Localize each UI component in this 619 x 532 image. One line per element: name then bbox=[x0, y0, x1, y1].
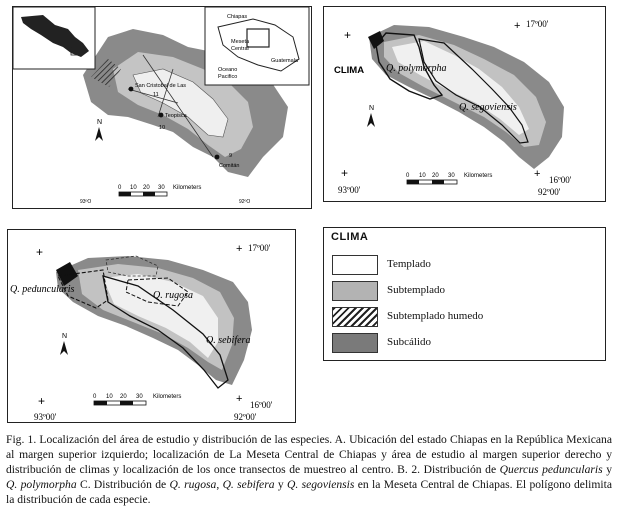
svg-text:30: 30 bbox=[136, 394, 143, 400]
svg-text:93ºO: 93ºO bbox=[80, 199, 92, 205]
figure-caption: Fig. 1. Localización del área de estudio y distribución de las especies. A. Ubicación del estado Chiapas en la República Mexicana al margen superior izquierdo; localización de La Meseta Central de Chiapas y área de estudio al margen superior derecho y distribución de climas y localización de los once transectos de muestreo al centro. B. 2. Distribución de Quercus peduncularis y Q. polymorpha C. Distribución de Q. rugosa, Q. sebifera y Q. segoviensis en la Meseta Central de Chiapas. El polígono delimita la distribución de cada especie. bbox=[6, 433, 613, 506]
map-panel-a bbox=[12, 6, 312, 209]
town-marker-teopisca bbox=[159, 113, 164, 118]
species-label: Q. polymorpha bbox=[386, 63, 447, 74]
north-label: N bbox=[97, 119, 103, 126]
svg-text:Kilometers: Kilometers bbox=[464, 173, 493, 179]
map-panel-c bbox=[7, 229, 296, 423]
town-marker-comitan bbox=[215, 155, 220, 160]
svg-text:93º00': 93º00' bbox=[338, 185, 361, 195]
lon-cross-left: + bbox=[344, 28, 352, 42]
north-arrow-icon bbox=[95, 127, 103, 141]
svg-text:17º00': 17º00' bbox=[248, 243, 271, 253]
legend-swatch bbox=[332, 255, 378, 275]
map-c-graphic bbox=[8, 230, 294, 421]
svg-text:10: 10 bbox=[419, 173, 426, 179]
lat-cross-bottom: + bbox=[236, 393, 243, 405]
svg-text:11: 11 bbox=[153, 92, 159, 98]
legend-label: Subtemplado bbox=[387, 284, 446, 296]
legend-item-subcalido bbox=[332, 333, 592, 354]
legend-item-subtemplado bbox=[332, 281, 592, 302]
svg-text:10: 10 bbox=[130, 185, 137, 191]
svg-text:Guatemala: Guatemala bbox=[271, 58, 298, 64]
map-a-graphic bbox=[13, 7, 310, 207]
species-label: Q. sebifera bbox=[206, 335, 251, 346]
north-label: N bbox=[369, 105, 375, 112]
svg-text:93º00': 93º00' bbox=[34, 412, 57, 421]
lat-cross-top: + bbox=[236, 243, 243, 255]
svg-text:Kilometers: Kilometers bbox=[153, 394, 182, 400]
svg-text:30: 30 bbox=[158, 185, 165, 191]
svg-text:Chiapas: Chiapas bbox=[227, 14, 248, 20]
scale-bar bbox=[406, 173, 492, 184]
svg-text:Central: Central bbox=[231, 46, 249, 52]
svg-text:Pacifico: Pacifico bbox=[218, 74, 238, 80]
lat-cross-top: + bbox=[514, 20, 521, 32]
species-label: Q. segoviensis bbox=[459, 102, 517, 113]
svg-text:10: 10 bbox=[106, 394, 113, 400]
svg-text:16º00': 16º00' bbox=[549, 175, 572, 185]
svg-text:17º00': 17º00' bbox=[526, 19, 549, 29]
svg-text:Kilometers: Kilometers bbox=[173, 185, 202, 191]
climate-legend bbox=[323, 227, 606, 361]
lon-cross-left: + bbox=[36, 245, 44, 259]
svg-text:92ºO: 92ºO bbox=[239, 199, 251, 205]
species-label: Q. rugosa bbox=[153, 290, 194, 301]
svg-text:16º00': 16º00' bbox=[250, 400, 273, 410]
lon-cross-bottom: + bbox=[341, 166, 349, 180]
svg-text:10: 10 bbox=[159, 125, 166, 131]
legend-label: Subcálido bbox=[387, 336, 431, 348]
legend-label: Subtemplado humedo bbox=[387, 310, 484, 322]
svg-text:Meseta: Meseta bbox=[231, 39, 250, 45]
scale-bar bbox=[93, 394, 181, 405]
north-label: N bbox=[62, 333, 68, 340]
svg-text:92º00': 92º00' bbox=[538, 187, 561, 197]
svg-text:20: 20 bbox=[432, 173, 439, 179]
legend-item-templado bbox=[332, 255, 592, 276]
svg-text:0: 0 bbox=[406, 173, 410, 179]
legend-title: CLIMA bbox=[331, 231, 369, 243]
svg-text:30: 30 bbox=[448, 173, 455, 179]
svg-text:20: 20 bbox=[120, 394, 127, 400]
svg-text:0: 0 bbox=[93, 394, 97, 400]
map-panel-b bbox=[323, 6, 606, 202]
north-arrow-icon bbox=[367, 113, 375, 127]
lat-cross-bottom: + bbox=[534, 168, 541, 180]
svg-text:Oceano: Oceano bbox=[218, 67, 238, 73]
svg-text:Teopisca: Teopisca bbox=[165, 113, 187, 119]
legend-swatch bbox=[332, 307, 378, 327]
map-b-graphic bbox=[324, 7, 604, 200]
legend-label: Templado bbox=[387, 258, 431, 270]
species-label: Q. peduncularis bbox=[10, 284, 75, 295]
svg-text:92º00': 92º00' bbox=[234, 412, 257, 421]
svg-text:20: 20 bbox=[143, 185, 150, 191]
town-marker-san-cristobal bbox=[129, 87, 134, 92]
clima-label: CLIMA bbox=[334, 65, 365, 76]
svg-text:0: 0 bbox=[118, 185, 122, 191]
svg-text:San Cristobal de Las: San Cristobal de Las bbox=[135, 83, 187, 89]
lon-cross-bottom: + bbox=[38, 394, 46, 408]
legend-swatch bbox=[332, 333, 378, 353]
legend-item-subtemplado-humedo bbox=[332, 307, 592, 328]
svg-text:Comitán: Comitán bbox=[219, 163, 240, 169]
north-arrow-icon bbox=[60, 341, 68, 355]
scale-bar bbox=[118, 185, 201, 196]
svg-text:9: 9 bbox=[229, 153, 233, 159]
legend-swatch bbox=[332, 281, 378, 301]
